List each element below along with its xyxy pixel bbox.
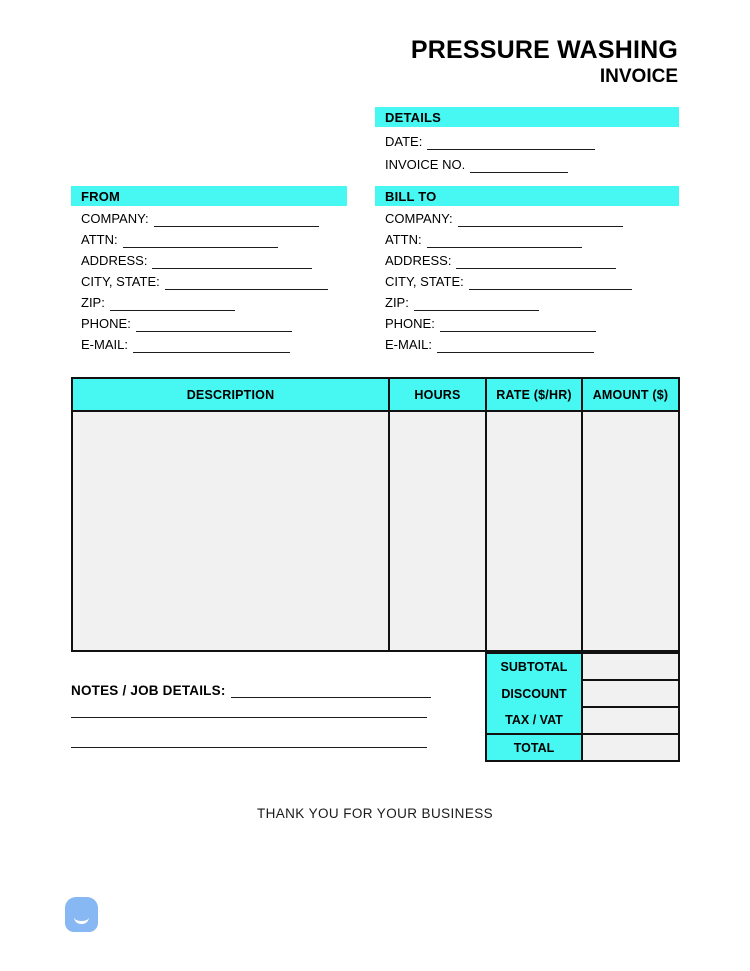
field-row-zip <box>375 290 679 311</box>
description-cell[interactable] <box>72 411 389 651</box>
field-row-email <box>375 332 679 353</box>
date-blank-line[interactable] <box>427 135 595 150</box>
summary-row-tax <box>486 707 679 734</box>
column-header-rate: RATE ($/HR) <box>486 378 582 411</box>
subtotal-value[interactable] <box>582 653 679 680</box>
company-blank-line[interactable] <box>458 212 623 227</box>
field-row-city-state <box>375 269 679 290</box>
notes-blank-line-1[interactable] <box>231 684 431 698</box>
page-subtitle: INVOICE <box>599 66 678 88</box>
notes-blank-line-3[interactable] <box>71 747 427 748</box>
field-row-invoice-no <box>375 152 679 173</box>
from-header: FROM <box>71 186 347 206</box>
discount-label: DISCOUNT <box>486 680 582 707</box>
subtotal-label: SUBTOTAL <box>486 653 582 680</box>
company-label: COMPANY: <box>81 211 149 226</box>
company-label: COMPANY: <box>385 211 453 226</box>
field-row-address <box>375 248 679 269</box>
field-row-city-state <box>71 269 347 290</box>
zip-label: ZIP: <box>385 295 409 310</box>
notes-label: NOTES / JOB DETAILS: <box>71 683 226 698</box>
field-row-zip <box>71 290 347 311</box>
zip-blank-line[interactable] <box>414 296 539 311</box>
address-blank-line[interactable] <box>152 254 312 269</box>
phone-label: PHONE: <box>385 316 435 331</box>
field-row-email <box>71 332 347 353</box>
invoice-no-label: INVOICE NO. <box>385 157 466 172</box>
smile-icon <box>74 917 89 924</box>
bill-to-header: BILL TO <box>375 186 679 206</box>
date-label: DATE: <box>385 134 423 149</box>
notes-blank-line-2[interactable] <box>71 717 427 718</box>
summary-table <box>485 652 680 762</box>
city-state-blank-line[interactable] <box>165 275 328 290</box>
notes-label-row <box>71 679 431 698</box>
email-blank-line[interactable] <box>437 338 594 353</box>
notes-section <box>71 679 431 698</box>
total-value[interactable] <box>582 734 679 761</box>
attn-label: ATTN: <box>81 232 118 247</box>
field-row-phone <box>375 311 679 332</box>
attn-blank-line[interactable] <box>427 233 582 248</box>
field-row-attn <box>375 227 679 248</box>
thank-you-text: THANK YOU FOR YOUR BUSINESS <box>256 806 494 821</box>
hours-cell[interactable] <box>389 411 486 651</box>
phone-label: PHONE: <box>81 316 131 331</box>
items-table <box>71 377 680 652</box>
items-table-header-row <box>72 378 679 411</box>
email-blank-line[interactable] <box>133 338 290 353</box>
field-row-attn <box>71 227 347 248</box>
field-row-date <box>375 129 679 150</box>
column-header-hours: HOURS <box>389 378 486 411</box>
column-header-description: DESCRIPTION <box>72 378 389 411</box>
invoice-no-blank-line[interactable] <box>470 158 568 173</box>
tax-vat-label: TAX / VAT <box>486 707 582 734</box>
phone-blank-line[interactable] <box>136 317 292 332</box>
phone-blank-line[interactable] <box>440 317 596 332</box>
summary-row-subtotal <box>486 653 679 680</box>
city-state-blank-line[interactable] <box>469 275 632 290</box>
city-state-label: CITY, STATE: <box>81 274 160 289</box>
field-row-address <box>71 248 347 269</box>
email-label: E-MAIL: <box>385 337 432 352</box>
details-header: DETAILS <box>375 107 679 127</box>
from-section <box>71 186 347 353</box>
address-blank-line[interactable] <box>456 254 616 269</box>
attn-blank-line[interactable] <box>123 233 278 248</box>
page-title: PRESSURE WASHING <box>410 36 678 64</box>
smiley-logo <box>65 897 98 932</box>
company-blank-line[interactable] <box>154 212 319 227</box>
amount-cell[interactable] <box>582 411 679 651</box>
column-header-amount: AMOUNT ($) <box>582 378 679 411</box>
discount-value[interactable] <box>582 680 679 707</box>
attn-label: ATTN: <box>385 232 422 247</box>
title-block <box>411 37 678 88</box>
email-label: E-MAIL: <box>81 337 128 352</box>
items-table-body-row <box>72 411 679 651</box>
zip-blank-line[interactable] <box>110 296 235 311</box>
summary-row-total <box>486 734 679 761</box>
field-row-company <box>375 206 679 227</box>
city-state-label: CITY, STATE: <box>385 274 464 289</box>
field-row-company <box>71 206 347 227</box>
zip-label: ZIP: <box>81 295 105 310</box>
details-section <box>375 107 679 173</box>
bill-to-section <box>375 186 679 353</box>
rate-cell[interactable] <box>486 411 582 651</box>
address-label: ADDRESS: <box>385 253 452 268</box>
tax-vat-value[interactable] <box>582 707 679 734</box>
field-row-phone <box>71 311 347 332</box>
total-label: TOTAL <box>486 734 582 761</box>
address-label: ADDRESS: <box>81 253 148 268</box>
summary-row-discount <box>486 680 679 707</box>
